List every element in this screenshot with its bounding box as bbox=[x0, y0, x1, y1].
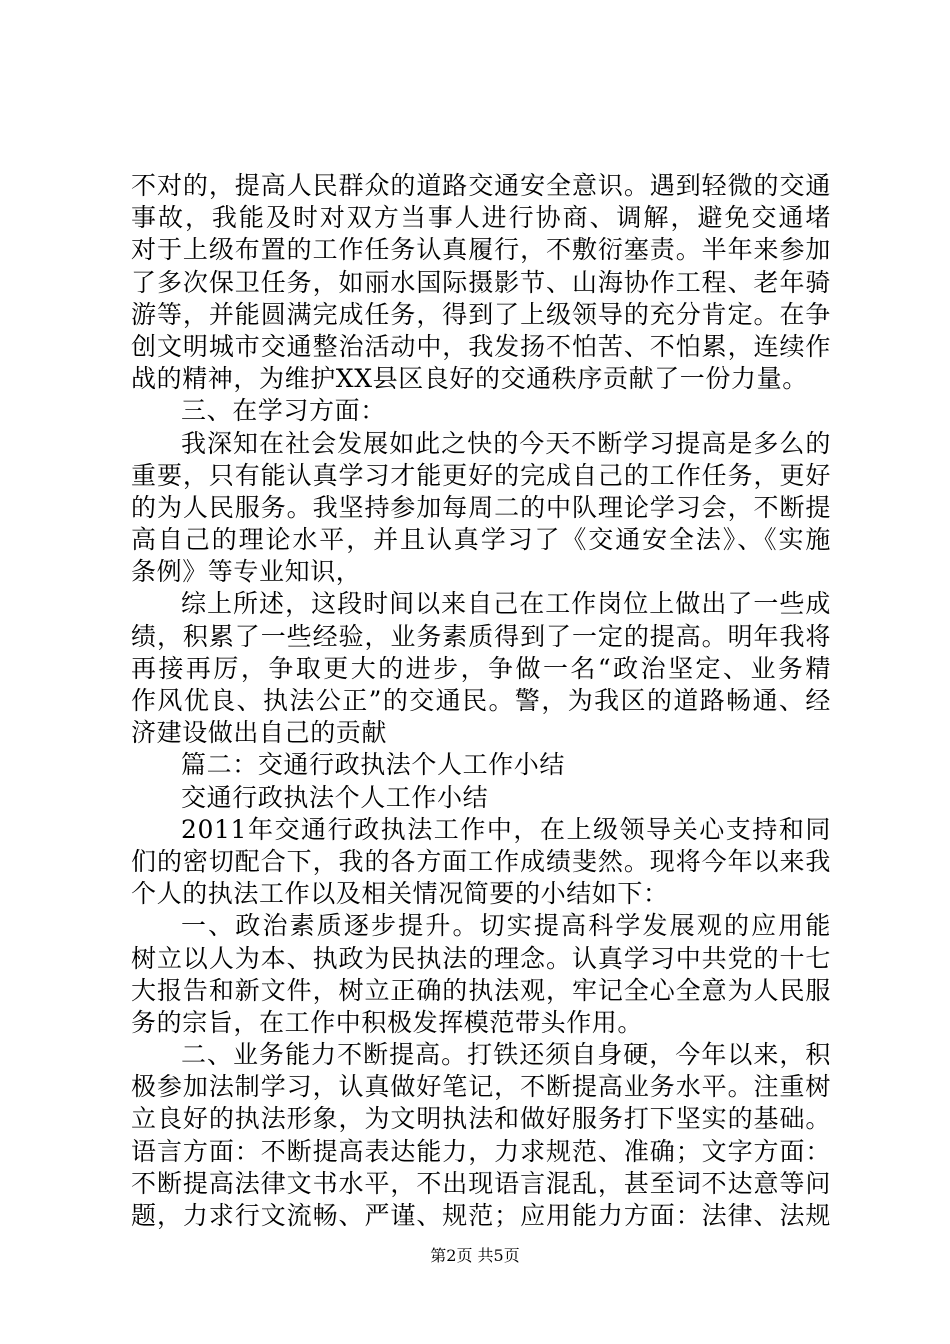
text-line: 高自己的理论水平，并且认真学习了《交通安全法》、《实施 bbox=[131, 525, 831, 555]
text-line: 立良好的执法形象，为文明执法和做好服务打下坚实的基础。 bbox=[131, 1104, 831, 1134]
text-line: 我深知在社会发展如此之快的今天不断学习提高是多么的 bbox=[181, 428, 831, 458]
text-line: 2011年交通行政执法工作中，在上级领导关心支持和同 bbox=[181, 814, 831, 844]
text-line: 大报告和新文件，树立正确的执法观，牢记全心全意为人民服 bbox=[131, 975, 831, 1005]
text-line: 作风优良、执法公正”的交通民。警，为我区的道路畅通、经 bbox=[131, 686, 831, 715]
text-line: 篇二：交通行政执法个人工作小结 bbox=[181, 750, 566, 780]
text-line: 事故，我能及时对双方当事人进行协商、调解，避免交通堵 bbox=[131, 203, 831, 233]
text-line: 不对的，提高人民群众的道路交通安全意识。遇到轻微的交通 bbox=[131, 171, 831, 200]
text-line: 题，力求行文流畅、严谨、规范；应用能力方面：法律、法规 bbox=[131, 1201, 831, 1230]
text-line: 再接再厉，争取更大的进步，争做一名“政治坚定、业务精 bbox=[131, 653, 831, 683]
text-line: 务的宗旨，在工作中积极发挥模范带头作用。 bbox=[131, 1007, 644, 1037]
document-body bbox=[131, 170, 831, 1232]
text-line: 交通行政执法个人工作小结 bbox=[181, 782, 489, 812]
text-line: 们的密切配合下，我的各方面工作成绩斐然。现将今年以来我 bbox=[131, 846, 831, 876]
text-line: 三、在学习方面： bbox=[181, 396, 386, 426]
text-line: 条例》等专业知识， bbox=[131, 557, 362, 587]
text-line: 树立以人为本、执政为民执法的理念。认真学习中共党的十七 bbox=[131, 943, 831, 973]
text-line: 重要，只有能认真学习才能更好的完成自己的工作任务，更好 bbox=[131, 460, 831, 490]
text-line: 不断提高法律文书水平，不出现语言混乱，甚至词不达意等问 bbox=[131, 1168, 831, 1198]
text-line: 个人的执法工作以及相关情况简要的小结如下： bbox=[131, 879, 669, 909]
text-line: 济建设做出自己的贡献 bbox=[131, 718, 388, 748]
text-line: 一、政治素质逐步提升。切实提高科学发展观的应用能 bbox=[181, 911, 831, 941]
text-line: 绩，积累了一些经验，业务素质得到了一定的提高。明年我将 bbox=[131, 621, 831, 651]
text-line: 二、业务能力不断提高。打铁还须自身硬，今年以来，积 bbox=[181, 1040, 831, 1070]
page-footer: 第2页 共5页 bbox=[430, 1246, 520, 1265]
text-line: 了多次保卫任务，如丽水国际摄影节、山海协作工程、老年骑 bbox=[131, 267, 831, 297]
text-line: 创文明城市交通整治活动中，我发扬不怕苦、不怕累，连续作 bbox=[131, 331, 831, 361]
text-line: 的为人民服务。我坚持参加每周二的中队理论学习会，不断提 bbox=[131, 492, 831, 522]
text-line: 游等，并能圆满完成任务，得到了上级领导的充分肯定。在争 bbox=[131, 299, 831, 329]
text-line: 语言方面：不断提高表达能力，力求规范、准确；文字方面： bbox=[131, 1136, 831, 1166]
text-line: 综上所述，这段时间以来自己在工作岗位上做出了一些成 bbox=[181, 589, 831, 619]
text-line: 极参加法制学习，认真做好笔记，不断提高业务水平。注重树 bbox=[131, 1072, 831, 1102]
text-line: 战的精神，为维护XX县区良好的交通秩序贡献了一份力量。 bbox=[131, 364, 808, 394]
text-line: 对于上级布置的工作任务认真履行，不敷衍塞责。半年来参加 bbox=[131, 235, 831, 265]
